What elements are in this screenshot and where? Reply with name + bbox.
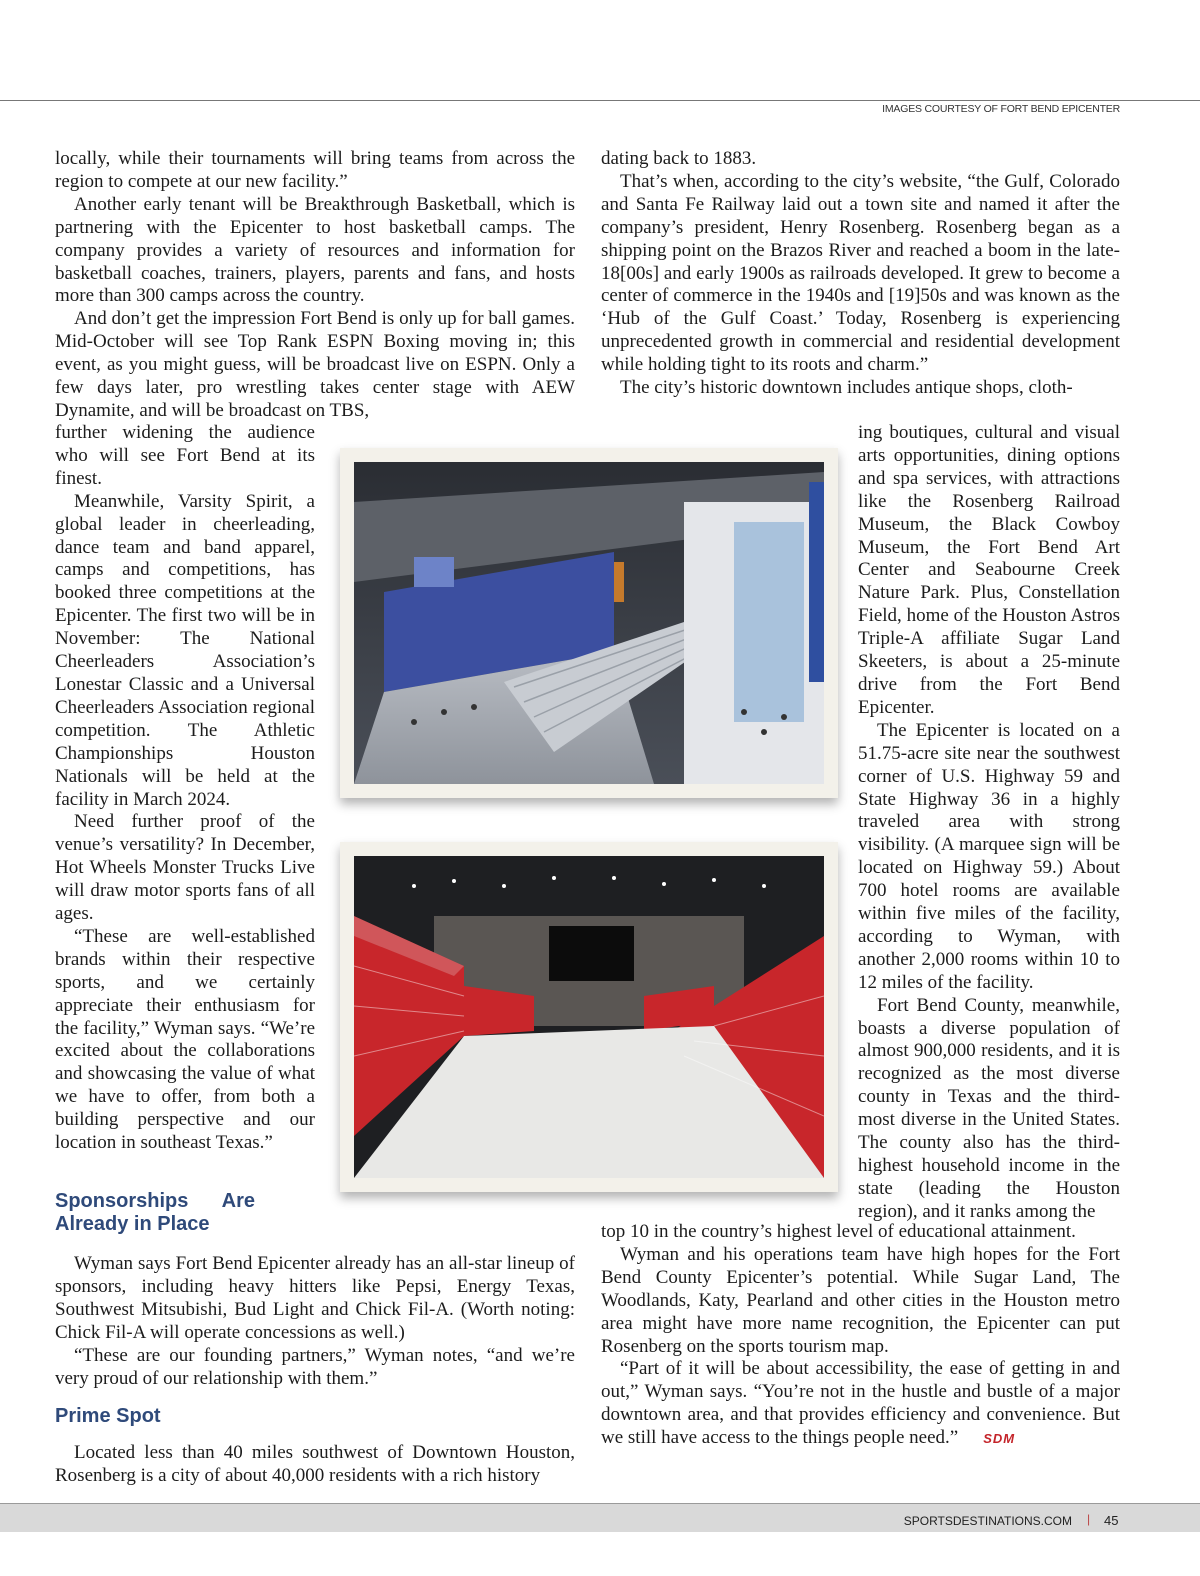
section-heading: Sponsorships Are Already in Place — [55, 1190, 255, 1235]
paragraph: Need further proof of the venue’s versatility? In December, Hot Wheels Monster Trucks Live will draw motor sports fans of all ages. — [55, 811, 315, 925]
image-credit: IMAGES COURTESY OF FORT BEND EPICENTER — [882, 103, 1120, 115]
concourse-rendering — [354, 462, 824, 784]
paragraph — [601, 1358, 1120, 1451]
paragraph: Meanwhile, Varsity Spirit, a global leader in cheerleading, dance team and band apparel, camps and competitions, has booked three competitions at the Epicenter. The first two will be in November: The National Cheerleaders Association’s Lonestar Classic and a Universal Cheerleaders Association regional competition. The Athletic Championships Houston Nationals will be held at the facility in March 2024. — [55, 490, 315, 810]
concourse-photo — [340, 448, 838, 798]
paragraph: The city’s historic downtown includes antique shops, cloth- — [620, 377, 1073, 399]
paragraph: Fort Bend County, meanwhile, boasts a diverse population of almost 900,000 residents, and it is recognized as the most diverse county in Texas and the third-most diverse in the United States. The county also has the third-highest household income in the state (leading the Houston region), and it ranks among the — [858, 994, 1120, 1222]
paragraph: dating back to 1883. — [601, 148, 757, 169]
paragraph: further widening the audience who will see Fort Bend at its finest. — [55, 422, 315, 489]
left-column-narrow — [55, 422, 315, 1155]
right-column-bottom — [601, 1221, 1120, 1451]
arena-photo — [340, 842, 838, 1192]
paragraph: Wyman says Fort Bend Epicenter already has an all-star lineup of sponsors, including heavy hitters like Pepsi, Energy Texas, Southwest Mitsubishi, Bud Light and Chick Fil-A. (Worth noting: Chick Fil-A will operate concessions as well.) — [55, 1253, 575, 1343]
arena-rendering — [354, 856, 824, 1178]
sdm-logo: SDM — [983, 1431, 1016, 1447]
paragraph: Located less than 40 miles southwest of Downtown Houston, Rosenberg is a city of about 40,000 residents with a rich history — [55, 1442, 575, 1487]
paragraph: The Epicenter is located on a 51.75-acre site near the southwest corner of U.S. Highway 59 and State Highway 36 in a highly traveled area with strong visibility. (A marquee sign will be located on Highway 59.) About 700 hotel rooms are available within five miles of the facility, according to Wyman, with another 2,000 rooms within 10 to 12 miles of the facility. — [858, 719, 1120, 993]
section-heading: Prime Spot — [55, 1405, 161, 1428]
paragraph: And don’t get the impression Fort Bend is only up for ball games. Mid-October will see Top Rank ESPN Boxing moving in; this event, as you might guess, will be broadcast live on ESPN. Only a few days later, pro wrestling takes center stage with AEW Dynamite, and will be broadcast on TBS, — [55, 308, 575, 421]
footer-separator: | — [1087, 1512, 1091, 1526]
paragraph: locally, while their tournaments will bring teams from across the region to compete at our new facility.” — [55, 148, 575, 192]
paragraph: Wyman and his operations team have high hopes for the Fort Bend County Epicenter’s potential. While Sugar Land, The Woodlands, Katy, Pearland and other cities in the Houston metro area might have more name recognition, the Epicenter can put Rosenberg on the sports tourism map. — [601, 1243, 1120, 1357]
paragraph: That’s when, according to the city’s website, “the Gulf, Colorado and Santa Fe Railway laid out a town site and named it after the company’s president, Henry Rosenberg. Rosenberg began as a shipping point on the Brazos River and reached a boom in the late-18[00s] and early 1900s as railroads developed. It grew to become a center of commerce in the 1940s and [19]50s and was known as the ‘Hub of the Gulf Coast.’ Today, Rosenberg is experiencing unprecedented growth in commercial and residential development while holding tight to its roots and charm.” — [601, 170, 1120, 376]
footer-site[interactable]: SPORTSDESTINATIONS.COM — [903, 1514, 1072, 1528]
paragraph-text: “Part of it will be about accessibility, the ease of getting in and out,” Wyman says. “You’re not in the hustle and bustle of a major downtown area, and that provides efficiency and convenience. But we still have access to the things people need.” — [601, 1358, 1120, 1449]
right-column-narrow — [858, 422, 1120, 1224]
paragraph: Another early tenant will be Breakthrough Basketball, which is partnering with the Epicenter to host basketball camps. The company provides a variety of resources and information for basketball coaches, trainers, players, parents and fans, and hosts more than 300 camps across the country. — [55, 193, 575, 307]
paragraph: “These are our founding partners,” Wyman notes, “and we’re very proud of our relationship with them.” — [55, 1344, 575, 1389]
sponsorships-section — [55, 1190, 575, 1488]
left-column-top — [55, 148, 575, 423]
paragraph: top 10 in the country’s highest level of educational attainment. — [601, 1221, 1076, 1242]
paragraph: “These are well-established brands within their respective sports, and we certainly appreciate their enthusiasm for the facility,” Wyman says. “We’re excited about the collaborations and showcasing the value of what we have to offer, from both a building perspective and our location in southeast Texas.” — [55, 925, 315, 1154]
top-rule — [0, 100, 1200, 101]
right-column-top — [601, 148, 1120, 400]
paragraph: ing boutiques, cultural and visual arts opportunities, dining options and spa services, with attractions like the Rosenberg Railroad Museum, the Black Cowboy Museum, the Fort Bend Art Center and Seabourne Creek Nature Park. Plus, Constellation Field, home of the Houston Astros Triple-A affiliate Sugar Land Skeeters, is about a 25-minute drive from the Fort Bend Epicenter. — [858, 422, 1120, 718]
page-number: 45 — [1104, 1513, 1119, 1528]
